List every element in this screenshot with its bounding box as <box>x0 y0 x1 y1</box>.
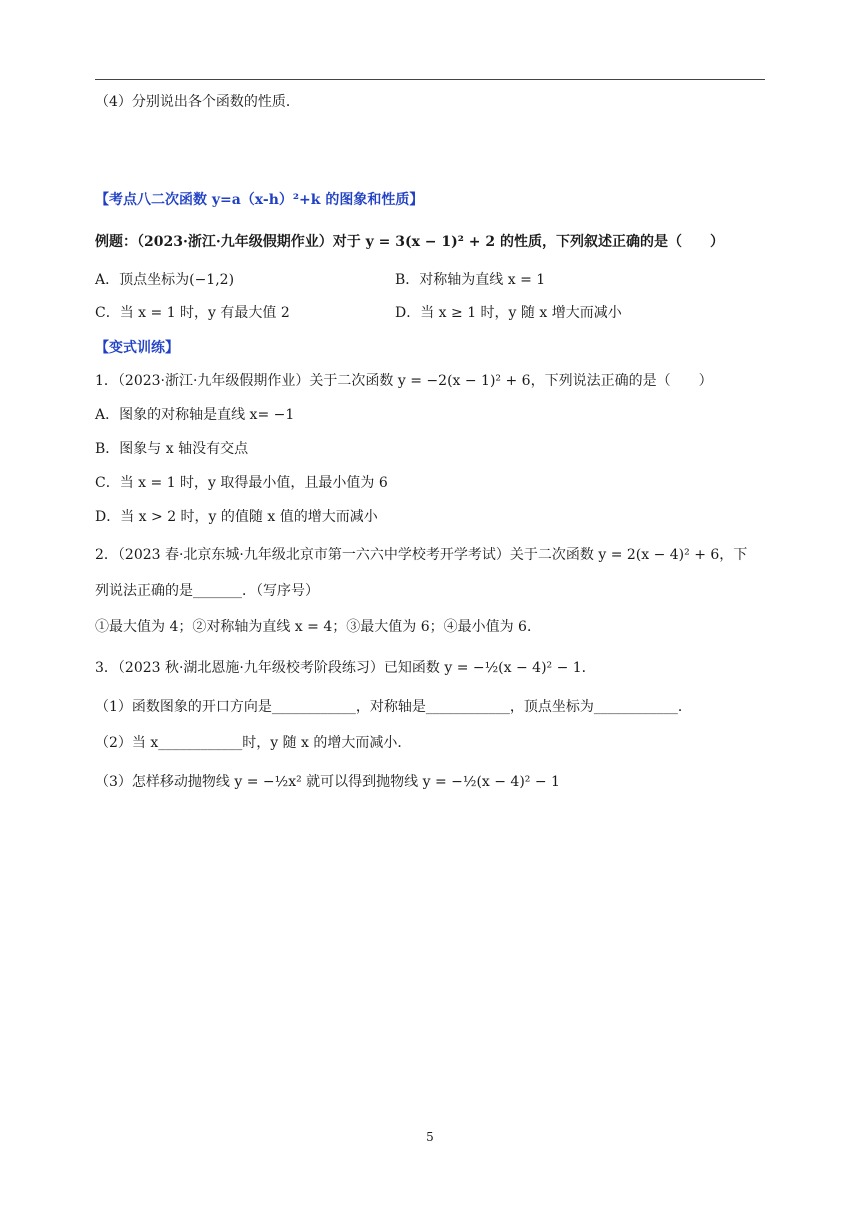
practice-heading: 【变式训练】 <box>95 340 179 356</box>
q3-stem: 3．（2023 秋·湖北恩施·九年级校考阶段练习）已知函数 y = −½(x − 4)² − 1． <box>95 660 596 676</box>
q3-part-1: （1）函数图象的开口方向是____________，对称轴是____________，顶点坐标为____________． <box>95 699 692 715</box>
example-question-text: 例题：（2023·浙江·九年级假期作业）对于 y = 3(x − 1)² + 2 的性质，下列叙述正确的是（ ） <box>95 234 724 250</box>
example-option-d: D．当 x ≥ 1 时，y 随 x 增大而减小 <box>395 305 622 321</box>
q2-statements: ①最大值为 4；②对称轴为直线 x = 4；③最大值为 6；④最小值为 6． <box>95 619 541 635</box>
q3-part-2: （2）当 x____________时，y 随 x 的增大而减小． <box>95 735 412 751</box>
q1-option-b: B．图象与 x 轴没有交点 <box>95 441 249 457</box>
q2-stem-line-1: 2．（2023 春·北京东城·九年级北京市第一六六中学校考开学考试）关于二次函数 y = 2(x − 4)² + 6，下 <box>95 547 748 563</box>
q1-option-a: A．图象的对称轴是直线 x= −1 <box>95 407 295 423</box>
prev-question-part-4: （4）分别说出各个函数的性质． <box>95 94 300 110</box>
header-rule <box>95 79 765 80</box>
q2-stem-line-2: 列说法正确的是_______．（写序号） <box>95 583 319 599</box>
example-option-c: C．当 x = 1 时，y 有最大值 2 <box>95 305 290 321</box>
q1-option-d: D．当 x > 2 时，y 的值随 x 值的增大而减小 <box>95 509 378 525</box>
example-option-a: A．顶点坐标为(−1,2) <box>95 272 235 288</box>
example-question <box>95 232 724 252</box>
section-heading: 【考点八二次函数 y=a（x-h）²+k 的图象和性质】 <box>95 192 424 208</box>
q1-option-c: C．当 x = 1 时，y 取得最小值，且最小值为 6 <box>95 475 388 491</box>
page-number: 5 <box>426 1130 434 1144</box>
q1-stem: 1．（2023·浙江·九年级假期作业）关于二次函数 y = −2(x − 1)² + 6，下列说法正确的是（ ） <box>95 373 713 389</box>
example-option-b: B．对称轴为直线 x = 1 <box>395 272 546 288</box>
q3-part-3: （3）怎样移动抛物线 y = −½x² 就可以得到抛物线 y = −½(x − 4)² − 1 <box>95 774 560 790</box>
